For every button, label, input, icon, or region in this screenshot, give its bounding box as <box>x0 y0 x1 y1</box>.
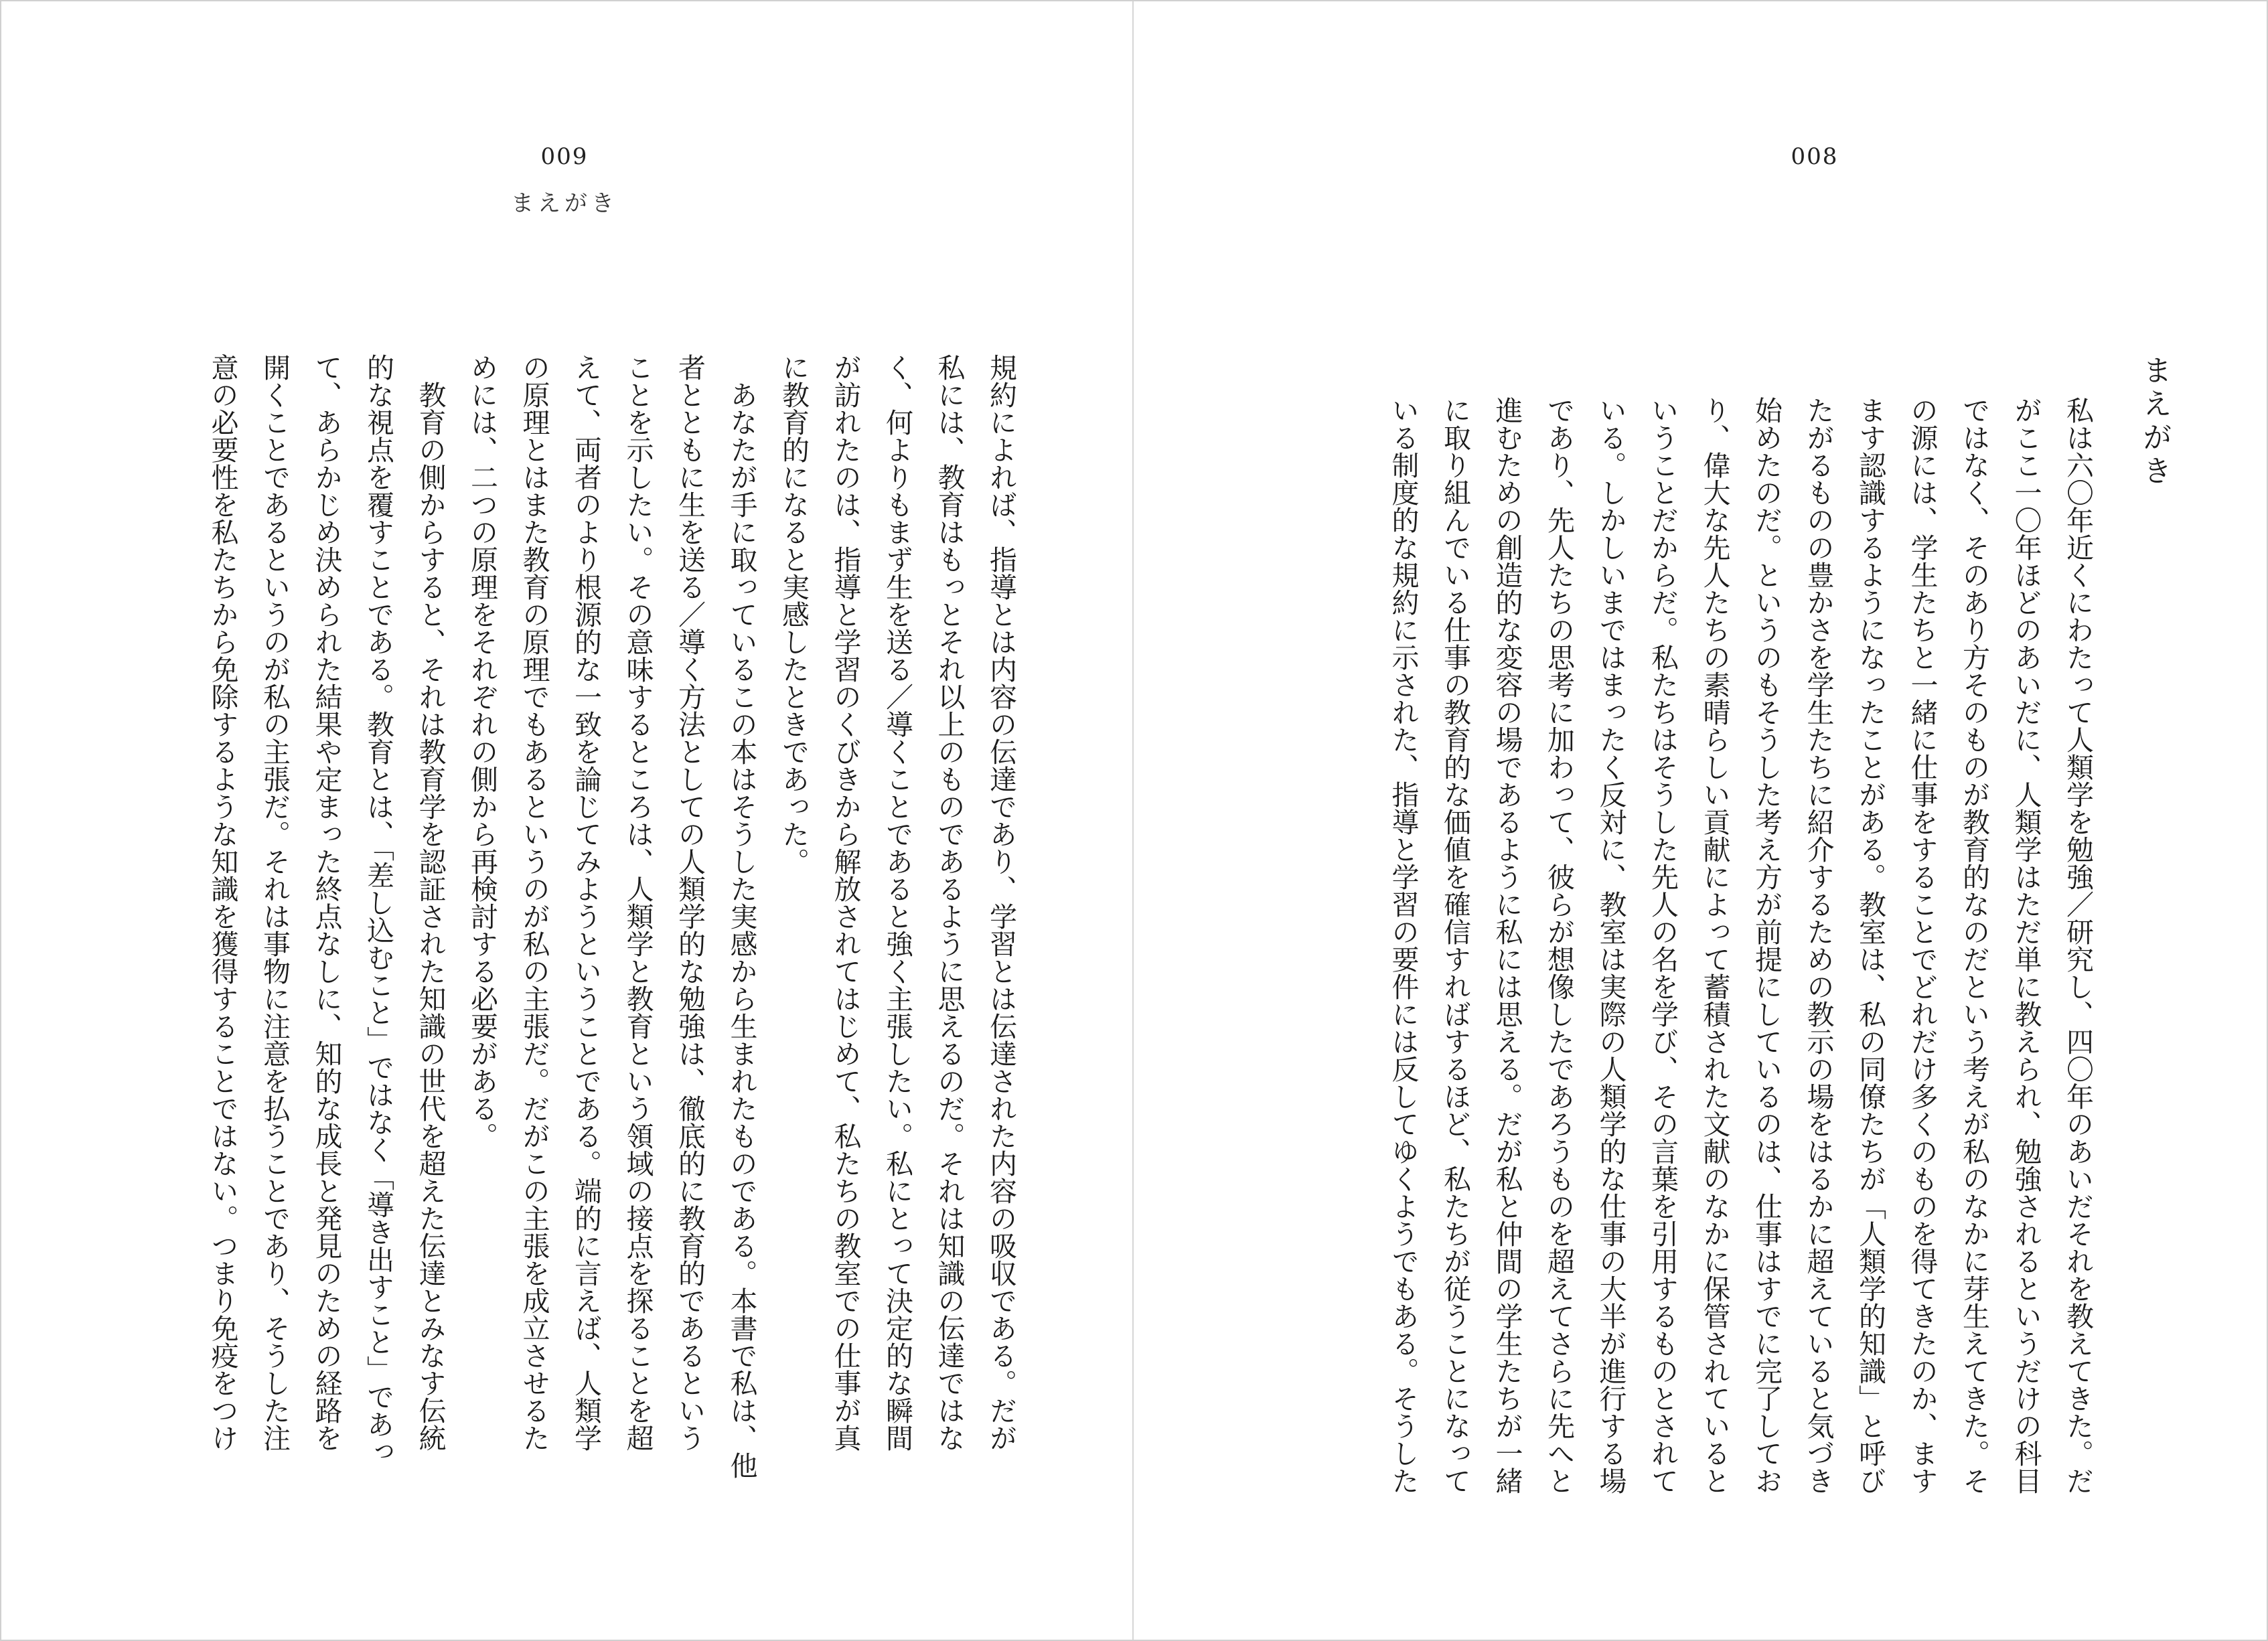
text-line: く、何よりもまず生を送る／導くことであると強く主張したい。私にとって決定的な瞬間 <box>881 354 913 1452</box>
page-number-right: 008 <box>1791 143 1839 170</box>
text-line: たがるものの豊かさを学生たちに紹介するための教示の場をはるかに超えていると気づき <box>1802 396 1835 1494</box>
right-body-text <box>1377 396 2103 1575</box>
text-line: て、あらかじめ決められた結果や定まった終点なしに、知的な成長と発見のための経路を <box>310 354 343 1452</box>
right-page <box>1134 0 2268 1641</box>
page-number-left: 009 <box>540 143 589 170</box>
chapter-title: まえがき <box>2137 355 2172 489</box>
text-line: 始めたのだ。というのもそうした考え方が前提にしているのは、仕事はすでに完了してお <box>1750 396 1783 1494</box>
text-line: ではなく、そのあり方そのものが教育的なのだという考えが私のなかに芽生えてきた。そ <box>1958 396 1990 1494</box>
text-line: ことを示したい。その意味するところは、人類学と教育という領域の接点を探ることを超 <box>621 354 654 1452</box>
text-line: えて、両者のより根源的な一致を論じてみようということである。端的に言えば、人類学 <box>570 354 602 1452</box>
text-line: 規約によれば、指導とは内容の伝達であり、学習とは伝達された内容の吸収である。だが <box>985 354 1017 1452</box>
left-body-text <box>196 354 1027 1572</box>
text-line: が訪れたのは、指導と学習のくびきから解放されてはじめて、私たちの教室での仕事が真 <box>829 354 862 1452</box>
text-line: 意の必要性を私たちから免除するような知識を獲得することではない。つまり免疫をつけ <box>206 354 239 1452</box>
text-line: であり、先人たちの思考に加わって、彼らが想像したであろうものを超えてさらに先へと <box>1543 396 1575 1494</box>
text-line: り、偉大な先人たちの素晴らしい貢献によって蓄積された文献のなかに保管されていると <box>1698 396 1731 1494</box>
text-line: 的な視点を覆すことである。教育とは、「差し込むこと」ではなく「導き出すこと」であっ <box>362 354 394 1466</box>
text-line: に教育的になると実感したときであった。 <box>777 354 810 875</box>
text-line: 者とともに生を送る／導く方法としての人類学的な勉強は、徹底的に教育的であるという <box>674 354 706 1452</box>
text-line: がここ一〇年ほどのあいだに、人類学はただ単に教えられ、勉強されるというだけの科目 <box>2010 396 2042 1494</box>
text-line: 教育の側からすると、それは教育学を認証された知識の世代を超えた伝達とみなす伝統 <box>414 354 447 1452</box>
text-line: めには、二つの原理をそれぞれの側から再検討する必要がある。 <box>466 354 498 1150</box>
text-line: あなたが手に取っているこの本はそうした実感から生まれたものである。本書で私は、他 <box>725 354 758 1479</box>
text-line: いる。しかしいまではまったく反対に、教室は実際の人類学的な仕事の大半が進行する場 <box>1594 396 1627 1494</box>
text-line: 私は六〇年近くにわたって人類学を勉強／研究し、四〇年のあいだそれを教えてきた。だ <box>2062 396 2094 1494</box>
text-line: の原理とはまた教育の原理でもあるというのが私の主張だ。だがこの主張を成立させるた <box>518 354 550 1452</box>
text-line: ます認識するようになったことがある。教室は、私の同僚たちが「人類学的知識」と呼び <box>1854 396 1886 1494</box>
text-line: の源には、学生たちと一緒に仕事をすることでどれだけ多くのものを得てきたのか、ます <box>1906 396 1939 1494</box>
text-line: いる制度的な規約に示された、指導と学習の要件には反してゆくようでもある。そうした <box>1387 396 1420 1494</box>
running-head: まえがき <box>511 190 618 217</box>
text-line: 進むための創造的な変容の場であるように私には思える。だが私と仲間の学生たちが一緒 <box>1491 396 1523 1494</box>
text-line: に取り組んでいる仕事の教育的な価値を確信すればするほど、私たちが従うことになって <box>1439 396 1471 1494</box>
text-line: 開くことであるというのが私の主張だ。それは事物に注意を払うことであり、そうした注 <box>258 354 291 1452</box>
text-line: 私には、教育はもっとそれ以上のものであるように思えるのだ。それは知識の伝達ではな <box>933 354 966 1452</box>
text-line: いうことだからだ。私たちはそうした先人の名を学び、その言葉を引用するものとされて <box>1647 396 1679 1494</box>
